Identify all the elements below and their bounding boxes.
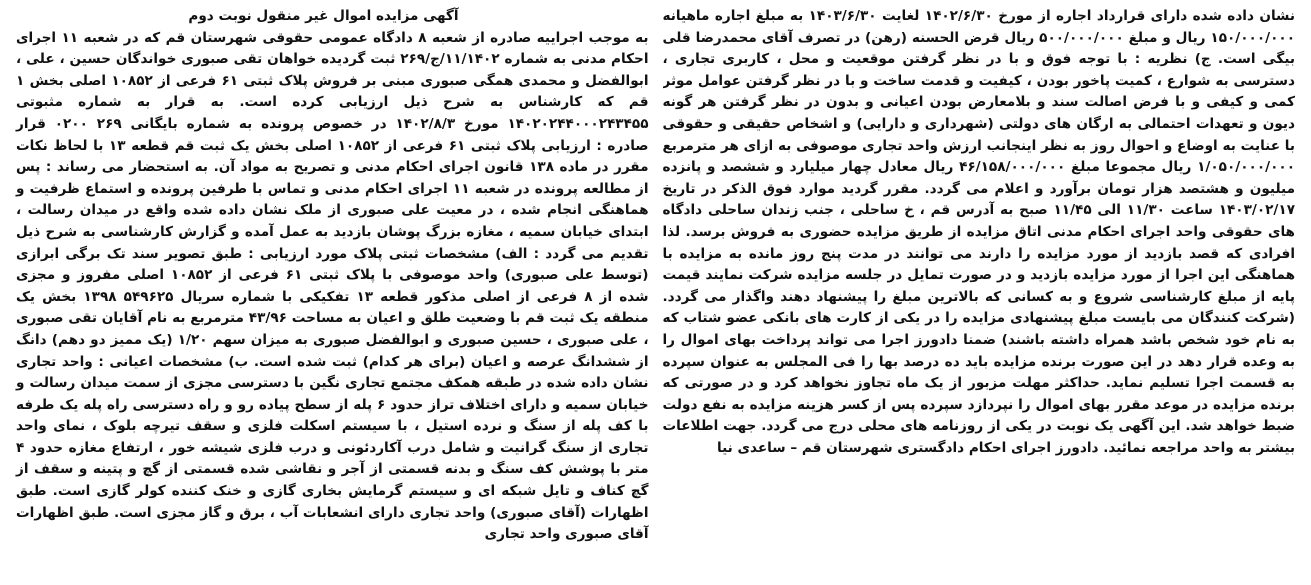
notice-title: آگهی مزایده اموال غیر منقول نوبت دوم (188, 8, 459, 24)
notice-right-column-text: به موجب اجراییه صادره از شعبه ۸ دادگاه عمومی حقوقی شهرستان قم که در شعبه ۱۱ اجرای احکام مدنی به شماره ۱۱/۱۴۰۲/ج/۲۶۹ ثبت گردیده خواهان تقی صبوری خواندگان حسین ، علی ، ابوالفضل و محمدی همگی صبوری مبنی بر فروش پلاک ثبتی ۶۱ فرعی از ۱۰۸۵۲ اصلی بخش ۱ قم که کارشناس به شرح ذیل ارزیابی کرده است. به قرار به شماره مثبوتی ۱۴۰۲۰۲۴۴۰۰۰۲۴۳۴۵۵ مورخ ۱۴۰۲/۸/۳ در خصوص پرونده به شماره بایگانی ۲۶۹ ۰۲۰۰ قرار صادره : ارزیابی پلاک ثبتی ۶۱ فرعی از ۱۰۸۵۲ اصلی بخش یک ثبت قم قطعه ۱۳ با لحاظ نکات مقرر در ماده ۱۳۸ قانون اجرای احکام مدنی و تصریح به مواد آن. به استحضار می رساند : پس از مطالعه پرونده در شعبه ۱۱ اجرای احکام مدنی و تماس با طرفین پرونده و استماع ظرفیت و هماهنگی انجام شده ، در معیت علی صبوری از ملک نشان داده شده واقع در میدان رسالت ، ابتدای خیابان سمیه ، مغازه بزرگ پوشان بازدید به عمل آمده و گزارش کارشناسی به شرح ذیل تقدیم می گردد : الف) مشخصات ثبتی پلاک مورد ارزیابی : طبق تصویر سند تک برگی ابرازی (توسط علی صبوری) واحد موصوفی با پلاک ثبتی ۶۱ فرعی از ۱۰۸۵۲ اصلی مفروز و مجزی شده از ۸ فرعی از اصلی مذکور قطعه ۱۳ تفکیکی با شماره سریال ۵۴۹۶۲۵ ۱۳۹۸ بخش یک منطقه یک ثبت قم با وضعیت طلق و اعیان به مساحت ۴۳/۹۶ مترمربع به نام آقایان تقی صبوری ، علی صبوری ، حسین صبوری و ابوالفضل صبوری به میزان سهم ۱/۲۰ (یک ممیز دو دهم) دانگ از ششدانگ عرصه و اعیان (برای هر کدام) ثبت شده است. ب) مشخصات اعیانی : واحد تجاری نشان داده شده در طبقه همکف مجتمع تجاری نگین با دسترسی مجزی از سمت میدان رسالت و خیابان سمیه و دارای اختلاف تراز حدود ۶ پله از سطح پیاده رو و راه دسترسی راه پله یک طرفه با کف پله از سنگ و نرده استیل ، با سیستم اسکلت فلزی و سقف تیرچه بلوک ، نمای واحد تجاری از سنگ گرانیت و شامل درب آکاردئونی و درب فلزی شیشه خور ، ارتفاع مغازه حدود ۴ متر با پوشش کف سنگ و بدنه قسمتی از آجر و نقاشی شده قسمتی از گچ و پتینه و سقف از گچ کناف و تایل شبکه ای و سیستم گرمایش بخاری گازی و خنک کننده کولر گازی است. طبق اظهارات (آقای صبوری) واحد تجاری دارای انشعابات آب ، برق و گاز مجزی است. طبق اظهارات آقای صبوری واحد تجاری (16, 29, 649, 543)
notice-left-column (663, 6, 1302, 581)
notice-right-column (10, 6, 649, 581)
notice-left-column-text: نشان داده شده دارای قرارداد اجاره از مورخ ۱۴۰۲/۶/۳۰ لغایت ۱۴۰۳/۶/۳۰ به مبلغ اجاره ماهیانه ۱۵۰/۰۰۰/۰۰۰ ریال و مبلغ ۵۰۰/۰۰۰/۰۰۰ ریال قرض الحسنه (رهن) در تصرف آقای محمدرضا قلی بیگی است. ج) نظریه : با توجه فوق و با در نظر گرفتن موقعیت و محل ، کاربری تجاری ، دسترسی به شوارع ، کمیت پاخور بودن ، کیفیت و قدمت ساخت و با در نظر گرفتن عوامل موثر کمی و کیفی و با فرض اصالت سند و بلامعارض بودن اعیانی و بدون در نظر گرفتن هر گونه دیون و تعهدات احتمالی به ارگان های دولتی (شهرداری و دارایی) و اشخاص حقیقی و حقوقی با عنایت به اوضاع و احوال روز به نظر اینجانب ارزش واحد تجاری موصوفی به ازای هر مترمربع ۱/۰۵۰/۰۰۰/۰۰۰ ریال مجموعا مبلغ ۴۶/۱۵۸/۰۰۰/۰۰۰ ریال معادل چهار میلیارد و ششصد و پانزده میلیون و هشتصد هزار تومان برآورد و اعلام می گردد. مقرر گردید موارد فوق الذکر در تاریخ ۱۴۰۳/۰۲/۱۷ ساعت ۱۱/۳۰ الی ۱۱/۴۵ صبح به آدرس قم ، خ ساحلی ، جنب زندان ساحلی دادگاه های حقوقی واحد اجرای احکام مدنی اتاق مزایده از طریق مزایده حضوری به فروش برسد. لذا افرادی که قصد بازدید از مورد مزایده را دارند می توانند در مدت پنج روز مانده به مزایده با هماهنگی این اجرا از مورد مزایده بازدید و در صورت تمایل در جلسه مزایده شرکت نمایند قیمت پایه از مبلغ کارشناسی شروع و به کسانی که بالاترین مبلغ را پیشنهاد دهند واگذار می گردد. (شرکت کنندگان می بایست مبلغ پیشنهادی مزایده را در یکی از کارت های بانکی عضو شتاب که به نام خود شخص باشد همراه داشته باشند) ضمنا دادورز اجرا می تواند پرداخت بهای اموال را به وعده قرار دهد در این صورت برنده مزایده باید ده درصد بها را فی المجلس به عنوان سپرده به قسمت اجرا تسلیم نماید. حداکثر مهلت مزبور از یک ماه تجاوز نخواهد کرد و در صورتی که برنده مزایده در موعد مقرر بهای اموال را نپردازد سپرده پس از کسر هزینه مزایده به نفع دولت ضبط خواهد شد. این آگهی یک نوبت در یکی از روزنامه های محلی درج می گردد. جهت اطلاعات بیشتر به واحد مراجعه نمائید. دادورز اجرای احکام دادگستری شهرستان قم – ساعدی نیا (662, 8, 1295, 456)
